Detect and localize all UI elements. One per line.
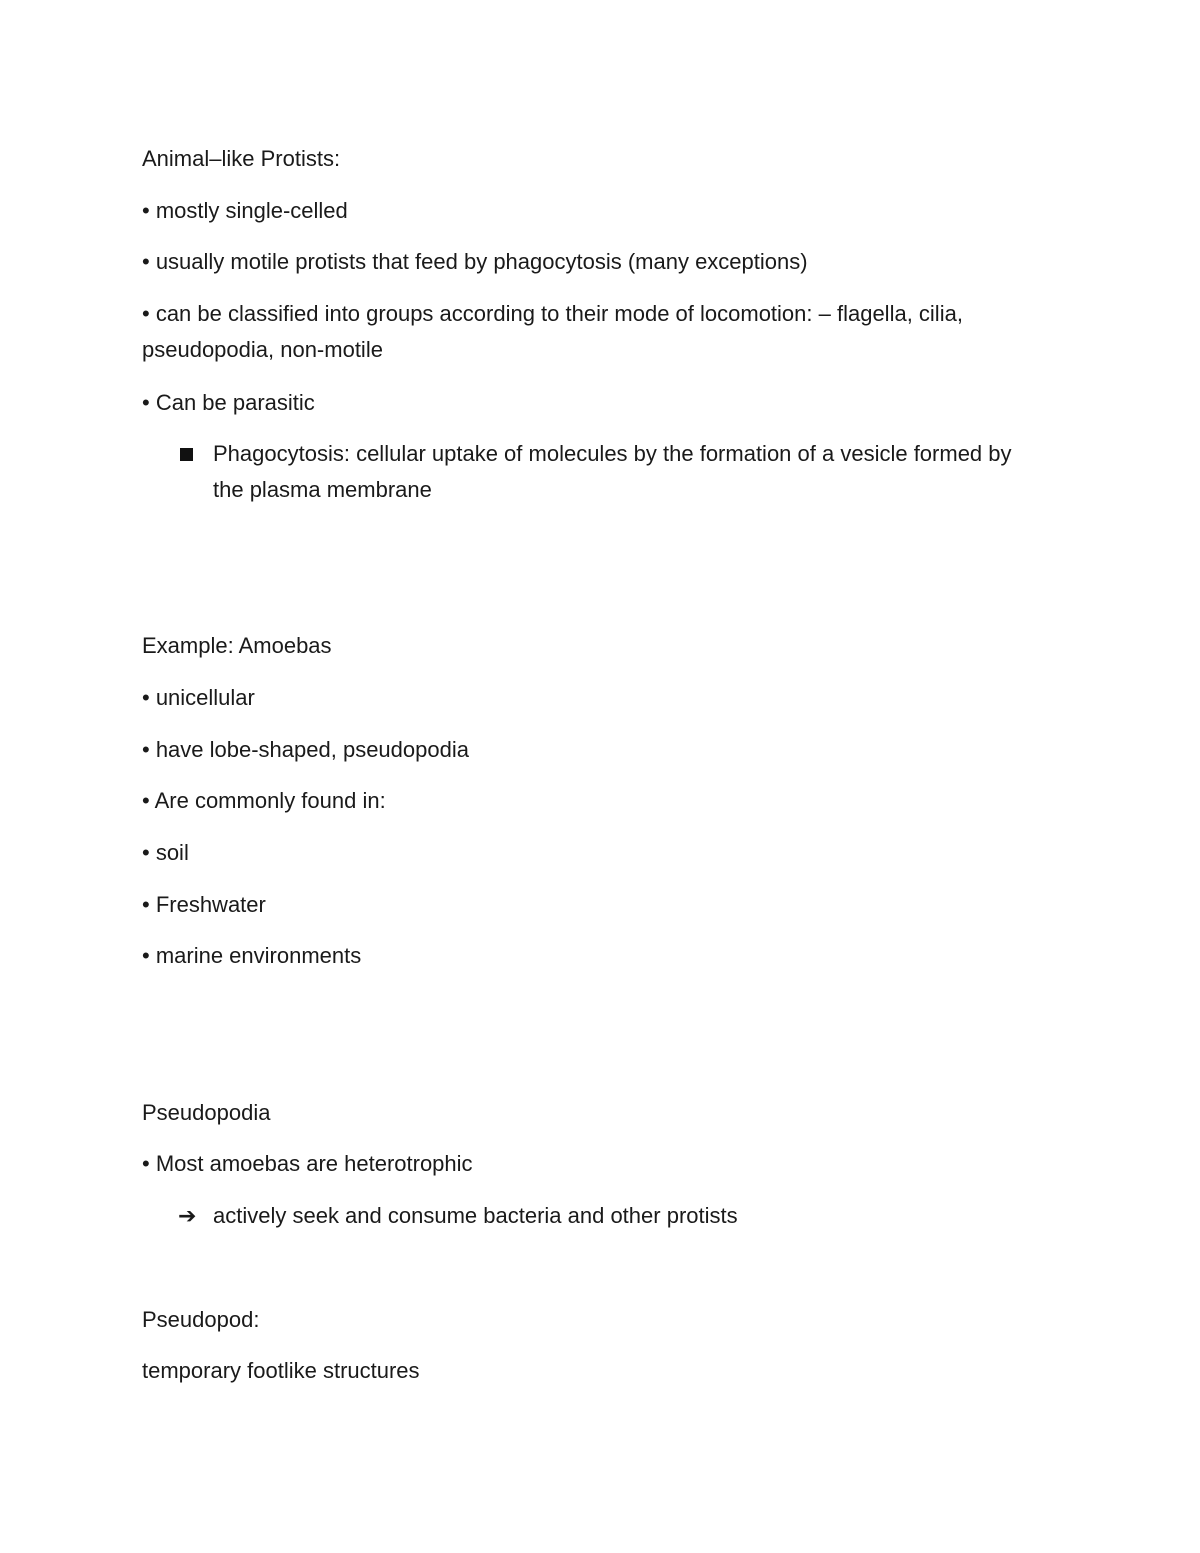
- section-heading-example-amoebas: Example: Amoebas: [142, 633, 332, 658]
- bullet-unicellular: • unicellular: [142, 685, 255, 710]
- bullet-soil: • soil: [142, 840, 189, 865]
- square-bullet-icon: [180, 448, 193, 461]
- bullet-classified-by-locomotion: • can be classified into groups according to their mode of locomotion: – flagella, cilia, pseudopodia, non-motile: [142, 301, 963, 362]
- section-heading-pseudopodia: Pseudopodia: [142, 1100, 271, 1125]
- bullet-lobe-shaped: • have lobe-shaped, pseudopodia: [142, 737, 469, 762]
- bullet-commonly-found: • Are commonly found in:: [142, 788, 386, 813]
- bullet-heterotrophic: • Most amoebas are heterotrophic: [142, 1151, 473, 1176]
- sub-bullet-phagocytosis: Phagocytosis: cellular uptake of molecules by the formation of a vesicle formed by the plasma membrane: [213, 441, 1012, 502]
- arrow-item-seek-bacteria: actively seek and consume bacteria and other protists: [213, 1203, 738, 1228]
- bullet-can-be-parasitic: • Can be parasitic: [142, 390, 315, 415]
- arrow-right-icon: ➔: [178, 1203, 197, 1228]
- section-heading-animal-like-protists: Animal–like Protists:: [142, 146, 341, 171]
- bullet-usually-motile: • usually motile protists that feed by phagocytosis (many exceptions): [142, 249, 808, 274]
- section-heading-pseudopod: Pseudopod:: [142, 1307, 260, 1332]
- bullet-marine-environments: • marine environments: [142, 943, 362, 968]
- bullet-freshwater: • Freshwater: [142, 892, 266, 917]
- definition-temporary-footlike: temporary footlike structures: [142, 1358, 420, 1383]
- bullet-mostly-single-celled: • mostly single-celled: [142, 198, 348, 223]
